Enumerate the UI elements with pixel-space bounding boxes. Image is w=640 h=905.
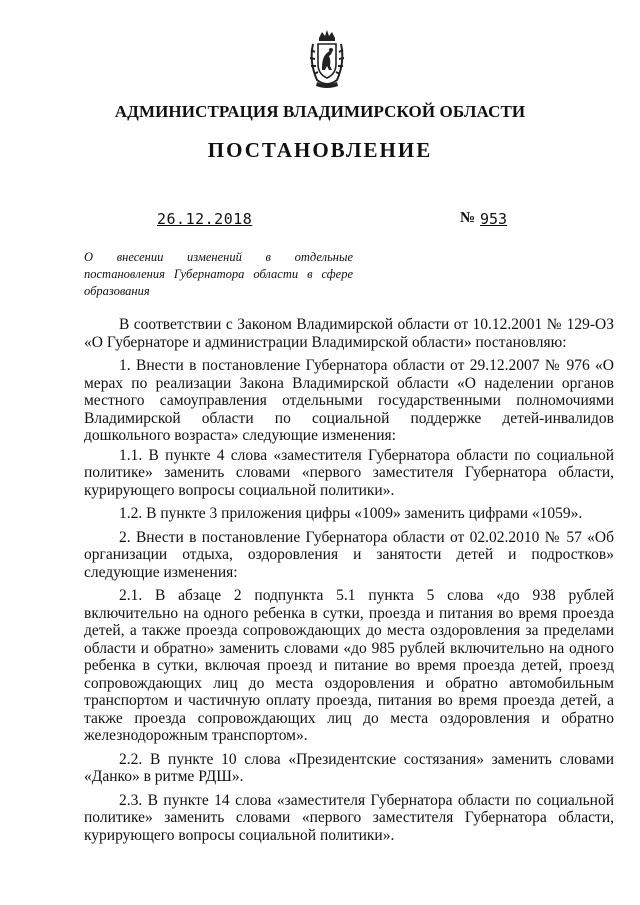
coat-of-arms-icon: [307, 28, 347, 90]
document-number: 953: [480, 210, 508, 228]
organization-name: АДМИНИСТРАЦИЯ ВЛАДИМИРСКОЙ ОБЛАСТИ: [114, 102, 526, 121]
paragraph-item-2-1: 2.1. В абзаце 2 подпункта 5.1 пункта 5 слова «до 938 рублей включительно на одного ребенка в сутки, проезда и питания во время проезда детей, а также проезда сопровождающих до места оздоровления за пределами области и обратно» заменить словами «до 985 рублей включительно на одного ребенка в сутки, включая проезд и питание во время проезда детей, проезд сопровождающих лиц до места оздоровления и обратно автомобильным транспортом и частичную оплату проезда, питания во время проезда детей, а также проезда сопровождающих лиц до места оздоровления и обратно железнодорожным транспортом».: [84, 587, 614, 744]
paragraph-item-1-1: 1.1. В пункте 4 слова «заместителя Губернатора области по социальной политике» заменить словами «первого заместителя Губернатора области, курирующего вопросы социальной политики».: [84, 446, 614, 499]
paragraph-item-1: 1. Внести в постановление Губернатора области от 29.12.2007 № 976 «О мерах по реализации Закона Владимирской области «О наделении органов местного самоуправления отдельными государственными полномочиями Владимирской области по социальной поддержке детей-инвалидов дошкольного возраста» следующие изменения:: [84, 357, 614, 444]
paragraph-item-2: 2. Внести в постановление Губернатора области от 02.02.2010 № 57 «Об организации отдыха, оздоровления и занятости детей и подростков» следующие изменения:: [84, 528, 614, 581]
document-type: ПОСТАНОВЛЕНИЕ: [207, 138, 433, 162]
document-subject: О внесении изменений в отдельные постановления Губернатора области в сфере образования: [84, 250, 353, 298]
document-date: 26.12.2018: [157, 210, 253, 228]
paragraph-item-2-2: 2.2. В пункте 10 слова «Президентские состязания» заменить словами «Данко» в ритме РДШ».: [84, 750, 614, 785]
document-number-label: №: [460, 210, 476, 226]
paragraph-item-2-3: 2.3. В пункте 14 слова «заместителя Губернатора области по социальной политике» заменить словами «первого заместителя Губернатора области, курирующего вопросы социальной политики».: [84, 791, 614, 844]
paragraph-preamble: В соответствии с Законом Владимирской области от 10.12.2001 № 129-ОЗ «О Губернаторе и администрации Владимирской области» постановляю:: [84, 316, 614, 351]
document-body: [84, 316, 614, 850]
paragraph-item-1-2: 1.2. В пункте 3 приложения цифры «1009» заменить цифрами «1059».: [119, 505, 583, 522]
